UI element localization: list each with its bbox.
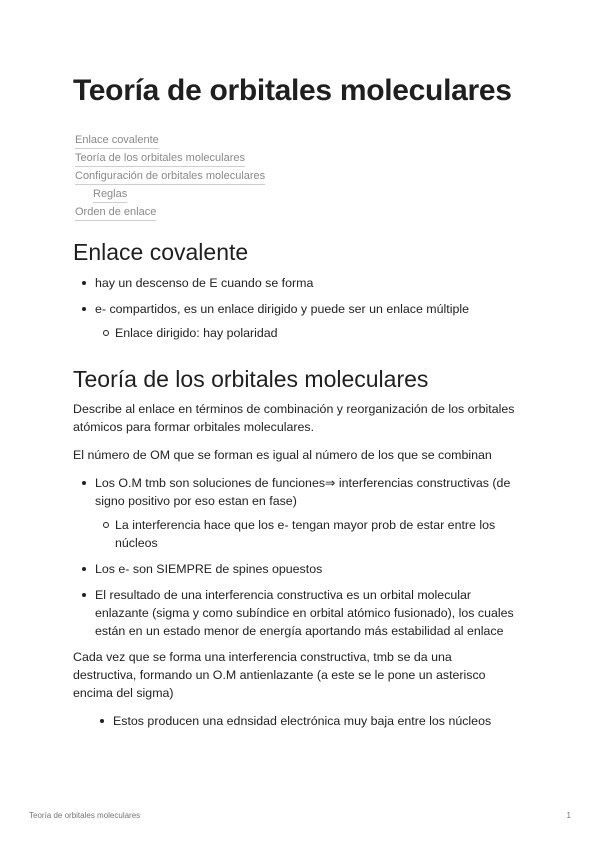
list-item (73, 560, 518, 578)
paragraph: Describe al enlace en términos de combinación y reorganización de los orbitales atómicos para formar orbitales moleculares. (73, 402, 515, 434)
list-item (73, 586, 518, 640)
list-item-text: hay un descenso de E cuando se forma (95, 276, 314, 290)
sub-list-item-text: Enlace dirigido: hay polaridad (115, 326, 278, 340)
paragraph: El número de OM que se forman es igual al número de los que se combinan (73, 448, 492, 462)
sub-bullet-list (95, 324, 518, 342)
section-body-enlace-covalente (73, 274, 518, 350)
list-item-text: El resultado de una interferencia constructiva es un orbital molecular enlazante (sigma y como subíndice en orbital atómico fusionado), los cuales están en un estado menor de energía aportando más estabilidad al enlace (95, 588, 514, 638)
list-item-text: Los e- son SIEMPRE de spines opuestos (95, 562, 323, 576)
sub-list-item (95, 324, 518, 342)
toc-link-configuracion[interactable]: Configuración de orbitales moleculares (75, 169, 265, 185)
bullet-list (73, 474, 518, 640)
indented-bullet-list (91, 712, 518, 730)
list-item (73, 274, 518, 292)
footer-title: Teoría de orbitales moleculares (29, 811, 141, 820)
footer-page-number: 1 (566, 811, 571, 820)
list-item (73, 474, 518, 552)
sub-list-item (95, 516, 518, 552)
list-item (91, 712, 518, 730)
toc-link-enlace-covalente[interactable]: Enlace covalente (75, 133, 159, 149)
bullet-list (73, 274, 518, 342)
paragraph: Cada vez que se forma una interferencia constructiva, tmb se da una destructiva, formando un O.M antienlazante (a este se le pone un asterisco encima del sigma) (73, 650, 486, 700)
list-item-text: e- compartidos, es un enlace dirigido y puede ser un enlace múltiple (95, 302, 470, 316)
list-item-text: Los O.M tmb son soluciones de funciones⇒ interferencias constructivas (de signo positivo por eso estan en fase) (95, 476, 511, 508)
toc-link-teoria-orbitales[interactable]: Teoría de los orbitales moleculares (75, 151, 245, 167)
table-of-contents (75, 133, 265, 223)
section-heading-enlace-covalente: Enlace covalente (73, 239, 249, 265)
toc-link-orden-enlace[interactable]: Orden de enlace (75, 205, 156, 221)
toc-link-reglas[interactable]: Reglas (93, 187, 127, 203)
sub-list-item-text: La interferencia hace que los e- tengan mayor prob de estar entre los núcleos (115, 518, 496, 550)
list-item (73, 300, 518, 342)
section-heading-teoria-orbitales: Teoría de los orbitales moleculares (73, 366, 429, 392)
list-item-text: Estos producen una ednsidad electrónica muy baja entre los núcleos (113, 714, 492, 728)
page-title: Teoría de orbitales moleculares (73, 74, 512, 107)
section-body-teoria-orbitales (73, 400, 518, 730)
sub-bullet-list (95, 516, 518, 552)
